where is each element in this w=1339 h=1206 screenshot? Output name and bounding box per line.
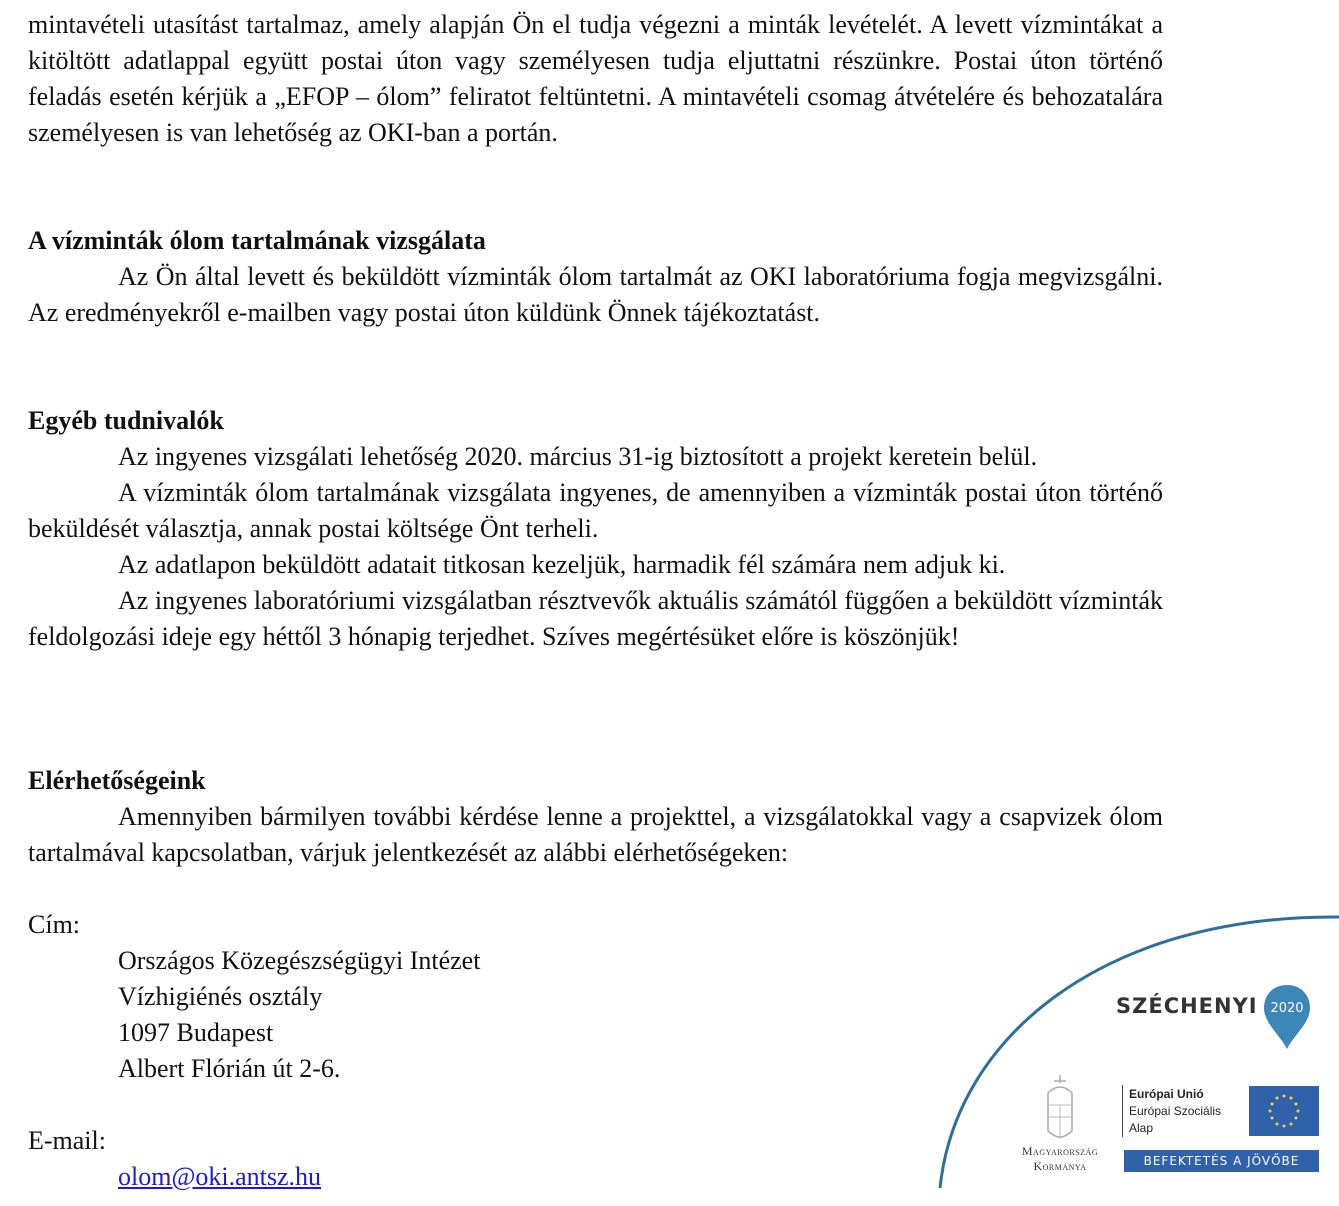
address-line: Albert Flórián út 2-6. — [118, 1054, 341, 1083]
eu-flag-icon — [1249, 1086, 1319, 1136]
section-heading-lead-test: A vízminták ólom tartalmának vizsgálata — [28, 226, 486, 255]
address-line: 1097 Budapest — [118, 1018, 274, 1047]
paragraph: Az ingyenes vizsgálati lehetőség 2020. március 31-ig biztosított a projekt keretein belül. — [118, 442, 1038, 471]
paragraph: Az Ön által levett és beküldött vízminták ólom tartalmát az OKI laboratóriuma fogja megvizsgálni. Az eredményekről e-mailben vagy postai úton küldünk Önnek tájékoztatást. — [28, 262, 1163, 327]
paragraph: Amennyiben bármilyen további kérdése lenne a projekttel, a vizsgálatokkal vagy a csapvizek ólom tartalmával kapcsolatban, várjuk jelentkezését az alábbi elérhetőségeken: — [28, 802, 1163, 867]
hungarian-coat-of-arms-icon — [1040, 1073, 1080, 1145]
email-label: E-mail: — [28, 1126, 106, 1155]
paragraph: Az ingyenes laboratóriumi vizsgálatban résztvevők aktuális számától függően a beküldött vízminták feldolgozási ideje egy héttől 3 hónapig terjedhet. Szíves megértésüket előre is köszönjük! — [28, 586, 1163, 651]
section-heading-contacts: Elérhetőségeink — [28, 766, 206, 795]
eu-text: Európai Unió Európai Szociális Alap — [1129, 1087, 1222, 1135]
map-pin-2020-icon — [1262, 983, 1312, 1051]
email-link[interactable]: olom@oki.antsz.hu — [118, 1162, 322, 1191]
paragraph: Az adatlapon beküldött adatait titkosan kezeljük, harmadik fél számára nem adjuk ki. — [118, 550, 1006, 579]
investing-in-future-banner: BEFEKTETÉS A JÖVŐBE — [1124, 1150, 1319, 1172]
paragraph: A vízminták ólom tartalmának vizsgálata ingyenes, de amennyiben a vízminták postai úton történő beküldését választja, annak postai költsége Önt terheli. — [28, 478, 1163, 543]
divider — [1122, 1085, 1123, 1137]
section-heading-other-info: Egyéb tudnivalók — [28, 406, 224, 435]
year-text: 2020 — [1270, 1001, 1304, 1016]
szechenyi-wordmark: SZÉCHENYI — [1116, 994, 1258, 1018]
address-label: Cím: — [28, 910, 81, 939]
intro-paragraph: mintavételi utasítást tartalmaz, amely alapján Ön el tudja végezni a minták levételét. A levett vízmintákat a kitöltött adatlappal együtt postai úton vagy személyesen tudja eljuttatni részünkre. Postai úton történő feladás esetén kérjük a „EFOP – ólom” feliratot feltüntetni. A mintavételi csomag átvételére és behozatalára személyesen is van lehetőség az OKI-ban a portán. — [28, 10, 1163, 147]
address-line: Vízhigiénés osztály — [118, 982, 323, 1011]
government-label: Magyarország Kormánya — [1021, 1144, 1099, 1173]
address-line: Országos Közegészségügyi Intézet — [118, 946, 481, 975]
